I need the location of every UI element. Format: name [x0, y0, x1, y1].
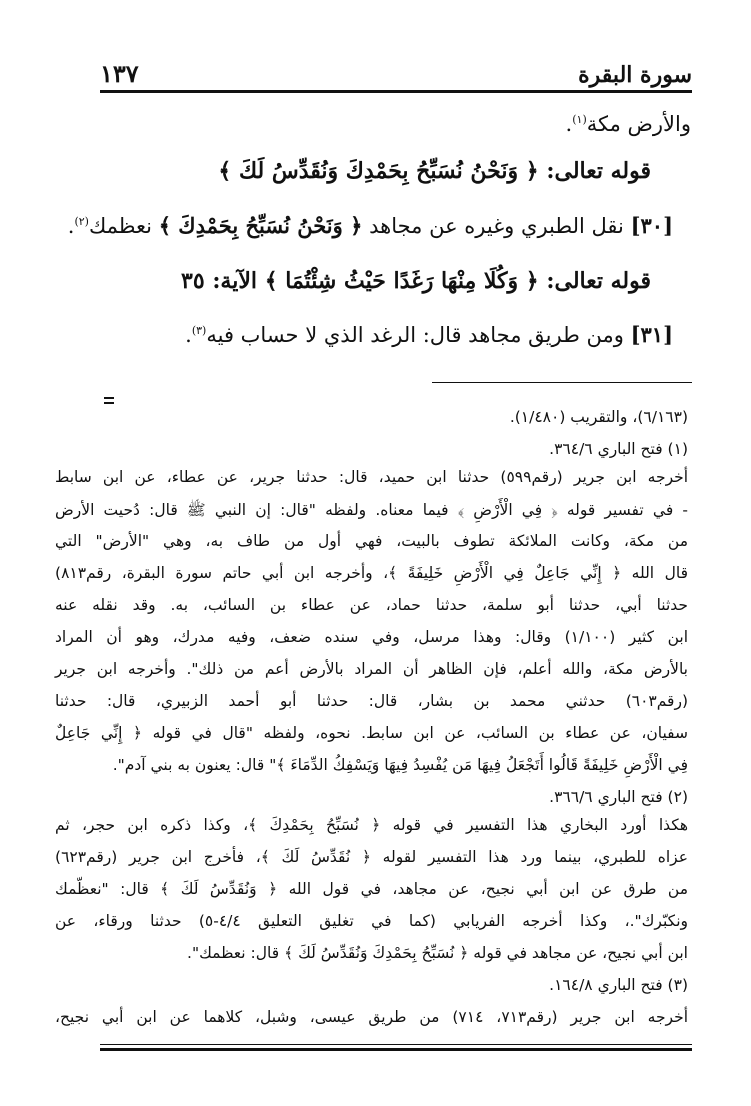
- footer-rule-thin: [100, 1044, 692, 1045]
- footnote-2-header: (٢) فتح الباري ٣٦٦/٦.: [549, 788, 688, 806]
- continuation-mark: [104, 397, 114, 399]
- footnote-line: - في تفسير قوله ﴿ فِي الْأَرْضِ ﴾ فيما معناه. ولفظه "قال: إن النبي ﷺ قال: دُحيت الأرض: [55, 501, 688, 519]
- footnote-line: من طرق عن ابن أبي نجيح، عن مجاهد، في قول الله ﴿ وَنُقَدِّسُ لَكَ ﴾ قال: "نعظّمك: [55, 880, 688, 898]
- main-line-1: والأرض مكة$^{(١)}$.: [565, 112, 691, 136]
- footnote-ref-3: (٣): [191, 324, 207, 337]
- verse-heading-1: قوله تعالى: ﴿ وَنَحْنُ نُسَبِّحُ بِحَمْدِكَ وَنُقَدِّسُ لَكَ ﴾: [218, 158, 651, 184]
- footnote-1-header: (١) فتح الباري ٣٦٤/٦.: [549, 440, 688, 458]
- footnote-line: أخرجه ابن جرير (رقم٧١٣، ٧١٤) من طريق عيسى، وشبل، كلاهما عن ابن أبي نجيح،: [55, 1008, 688, 1026]
- narration-number: [٣٠]: [630, 213, 673, 238]
- footnote-line: (رقم٦٠٣) حدثني محمد بن بشار، قال: حدثنا أبو أحمد الزبيري، قال: حدثنا: [55, 692, 688, 710]
- footnote-separator: [432, 382, 692, 383]
- footnote-line: ابن أبي نجيح، عن مجاهد في قوله ﴿ نُسَبِّحُ بِحَمْدِكَ وَنُقَدِّسُ لَكَ ﴾ قال: نعظمك".: [187, 944, 688, 962]
- quran-verse: ﴿ وَكُلَا مِنْهَا رَغَدًا حَيْثُ شِئْتُمَا ﴾: [264, 268, 539, 294]
- footnote-line: أخرجه ابن جرير (رقم٥٩٩) حدثنا ابن حميد، قال: حدثنا جرير، عن عطاء، عن ابن سابط: [55, 468, 689, 486]
- footnote-line: فِي الْأَرْضِ خَلِيفَةً قَالُوا أَتَجْعَلُ فِيهَا مَن يُفْسِدُ فِيهَا وَيَسْفِكُ الدِّمَاءَ ﴾" قال: يعنون به بني آدم".: [112, 756, 688, 774]
- continuation-mark: [104, 402, 114, 404]
- quran-verse: ﴿ وَنَحْنُ نُسَبِّحُ بِحَمْدِكَ ﴾: [158, 213, 363, 238]
- footnote-line: هكذا أورد البخاري هذا التفسير في قوله ﴿ نُسَبِّحُ بِحَمْدِكَ ﴾، وكذا ذكره ابن حجر، ثم: [55, 816, 688, 834]
- footnote-ref-2: (٢): [74, 215, 89, 228]
- footer-rule-thick: [100, 1048, 692, 1051]
- footnote-3-header: (٣) فتح الباري ١٦٤/٨.: [549, 976, 688, 994]
- verse-heading-2: قوله تعالى: ﴿ وَكُلَا مِنْهَا رَغَدًا حَيْثُ شِئْتُمَا ﴾ الآية: ٣٥: [181, 268, 651, 294]
- footnote-line: بالأرض مكة، والله أعلم، فإن الظاهر أن المراد بالأرض أعم من ذلك". وأخرجه ابن جرير: [55, 660, 688, 678]
- page-number: ١٣٧: [100, 59, 139, 88]
- footnote-line: من مكة، وكانت الملائكة تطوف بالبيت، فهي أول من طاف به، وهي "الأرض" التي: [55, 532, 688, 550]
- footnote-line: ابن كثير (١/١٠٠) وقال: وهذا مرسل، وفي سنده ضعف، وفيه مدرك، وهو أن المراد: [55, 628, 688, 646]
- narration-number: [٣١]: [630, 322, 673, 347]
- page-header: [100, 48, 692, 88]
- footnote-line: حدثنا أبي، حدثنا أبو سلمة، حدثنا حماد، عن عطاء بن السائب، به. وقد نقله عنه: [55, 596, 688, 614]
- footnote-line: ونكبّرك".، وكذا أخرجه الفريابي (كما في تغليق التعليق ٤/٤-٥) حدثنا ورقاء، عن: [55, 912, 688, 930]
- narration-30: [٣٠] نقل الطبري وغيره عن مجاهد ﴿ وَنَحْنُ نُسَبِّحُ بِحَمْدِكَ ﴾ نعظمك$^{(٢)}$.: [67, 213, 673, 238]
- footnote-line: عزاه للطبري، بينما ورد هذا التفسير لقوله ﴿ نُقَدِّسُ لَكَ ﴾، فأخرج ابن جرير (رقم٦٢٣): [55, 848, 688, 866]
- narration-31: [٣١] ومن طريق مجاهد قال: الرغد الذي لا حساب فيه$^{(٣)}$.: [185, 322, 673, 347]
- quran-verse: ﴿ وَنَحْنُ نُسَبِّحُ بِحَمْدِكَ وَنُقَدِّسُ لَكَ ﴾: [218, 158, 539, 184]
- footnote-ref-1: (١): [572, 113, 587, 126]
- footnote-line: (٦/١٦٣)، والتقريب (١/٤٨٠).: [509, 408, 688, 426]
- header-rule: [100, 90, 692, 93]
- surah-title: سورة البقرة: [578, 62, 692, 88]
- footnote-line: سفيان، عن عطاء بن السائب، عن ابن سابط. نحوه، ولفظه "قال في قوله ﴿ إِنِّي جَاعِلٌ: [55, 724, 688, 742]
- footnote-line: قال الله ﴿ إِنِّي جَاعِلٌ فِي الْأَرْضِ خَلِيفَةً ﴾، وأخرجه ابن أبي حاتم سورة البقرة، رقم٨١٣): [55, 564, 688, 582]
